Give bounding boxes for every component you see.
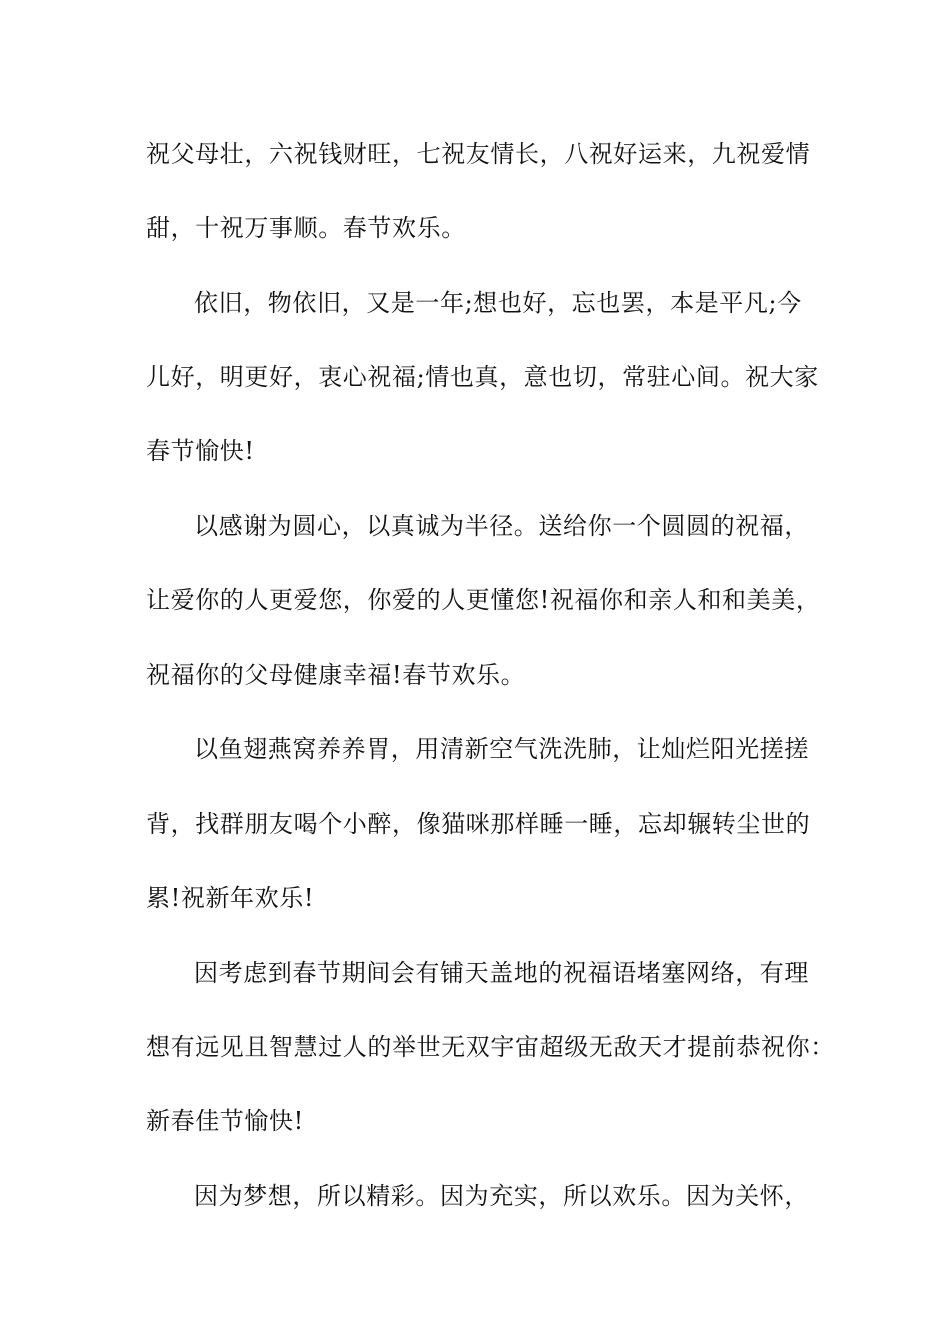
text-line: 祝福你的父母健康幸福!春节欢乐。 — [146, 661, 526, 689]
paragraph-start-line: 以感谢为圆心，以真诚为半径。送给你一个圆圆的祝福， — [194, 512, 809, 540]
text-line: 新春佳节愉快! — [146, 1107, 304, 1135]
text-line: 背，找群朋友喝个小醉，像猫咪那样睡一睡，忘却辗转尘世的 — [146, 810, 811, 838]
text-line: 儿好，明更好，衷心祝福;情也真，意也切，常驻心间。祝大家 — [146, 363, 819, 391]
text-line: 甜，十祝万事顺。春节欢乐。 — [146, 214, 466, 242]
text-line: 祝父母壮，六祝钱财旺，七祝友情长，八祝好运来，九祝爱情 — [146, 140, 811, 168]
paragraph-start-line: 依旧，物依旧，又是一年;想也好，忘也罢，本是平凡;今 — [194, 289, 802, 317]
paragraph-start-line: 因为梦想，所以精彩。因为充实，所以欢乐。因为关怀， — [194, 1182, 809, 1210]
text-line: 春节愉快! — [146, 437, 255, 465]
text-line: 累!祝新年欢乐! — [146, 884, 315, 912]
paragraph-start-line: 因考虑到春节期间会有铺天盖地的祝福语堵塞网络，有理 — [194, 959, 809, 987]
paragraph-start-line: 以鱼翅燕窝养养胃，用清新空气洗洗肺，让灿烂阳光搓搓 — [194, 735, 809, 763]
text-line: 想有远见且智慧过人的举世无双宇宙超级无敌天才提前恭祝你： — [146, 1033, 835, 1061]
text-line: 让爱你的人更爱您，你爱的人更懂您!祝福你和亲人和和美美， — [146, 586, 821, 614]
